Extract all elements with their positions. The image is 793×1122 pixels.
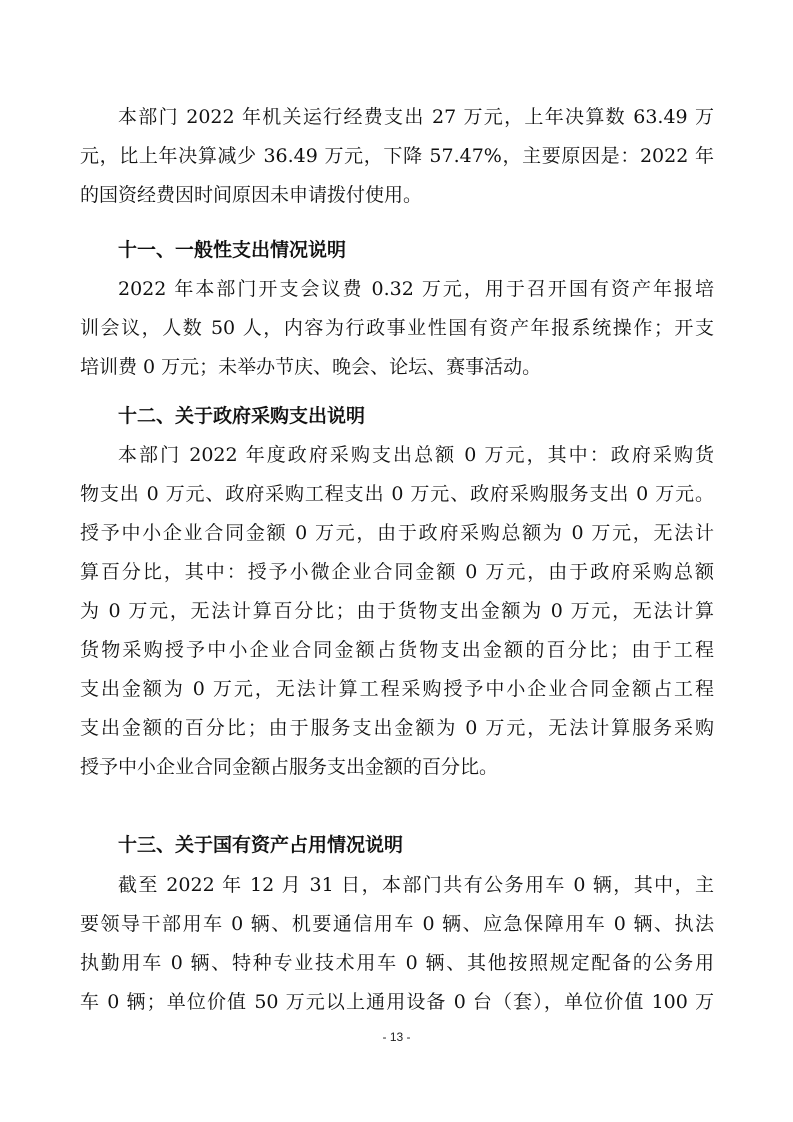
text-line: 执勤用车 0 辆、特种专业技术用车 0 辆、其他按照规定配备的公务用 [80,952,714,974]
text-line: 截至 2022 年 12 月 31 日，本部门共有公务用车 0 辆，其中，主 [118,874,714,896]
text-line: 元，比上年决算减少 36.49 万元，下降 57.47%，主要原因是：2022 年 [80,145,714,167]
text-line: 授予中小企业合同金额 0 万元，由于政府采购总额为 0 万元，无法计 [80,522,714,544]
text-line: 货物采购授予中小企业合同金额占货物支出金额的百分比；由于工程 [80,639,714,661]
section-heading-state-assets: 十三、关于国有资产占用情况说明 [118,834,404,856]
text-line: 为 0 万元，无法计算百分比；由于货物支出金额为 0 万元，无法计算 [80,600,714,622]
page-number: - 13 - [382,1030,411,1044]
text-line: 的国资经费因时间原因未申请拨付使用。 [80,184,423,206]
text-line: 培训费 0 万元；未举办节庆、晚会、论坛、赛事活动。 [80,356,542,378]
text-line: 要领导干部用车 0 辆、机要通信用车 0 辆、应急保障用车 0 辆、执法 [80,913,714,935]
text-line: 算百分比，其中：授予小微企业合同金额 0 万元，由于政府采购总额 [80,561,714,583]
text-line: 车 0 辆；单位价值 50 万元以上通用设备 0 台（套），单位价值 100 万 [80,991,714,1013]
text-line: 本部门 2022 年机关运行经费支出 27 万元，上年决算数 63.49 万 [118,106,714,128]
text-line: 支出金额为 0 万元，无法计算工程采购授予中小企业合同金额占工程 [80,678,714,700]
text-line: 授予中小企业合同金额占服务支出金额的百分比。 [80,756,499,778]
text-line: 本部门 2022 年度政府采购支出总额 0 万元，其中：政府采购货 [118,444,714,466]
paragraph-operating-expenses [80,98,714,215]
section-heading-general-expenditure: 十一、一般性支出情况说明 [118,239,347,261]
paragraph-general-expenditure [80,270,714,387]
paragraph-government-procurement [80,436,714,787]
paragraph-state-assets [80,866,714,1022]
text-line: 物支出 0 万元、政府采购工程支出 0 万元、政府采购服务支出 0 万元。 [80,483,714,505]
text-line: 支出金额的百分比；由于服务支出金额为 0 万元，无法计算服务采购 [80,717,714,739]
text-line: 训会议，人数 50 人，内容为行政事业性国有资产年报系统操作；开支 [80,317,714,339]
text-line: 2022 年本部门开支会议费 0.32 万元，用于召开国有资产年报培 [118,278,714,300]
section-heading-government-procurement: 十二、关于政府采购支出说明 [118,405,366,427]
